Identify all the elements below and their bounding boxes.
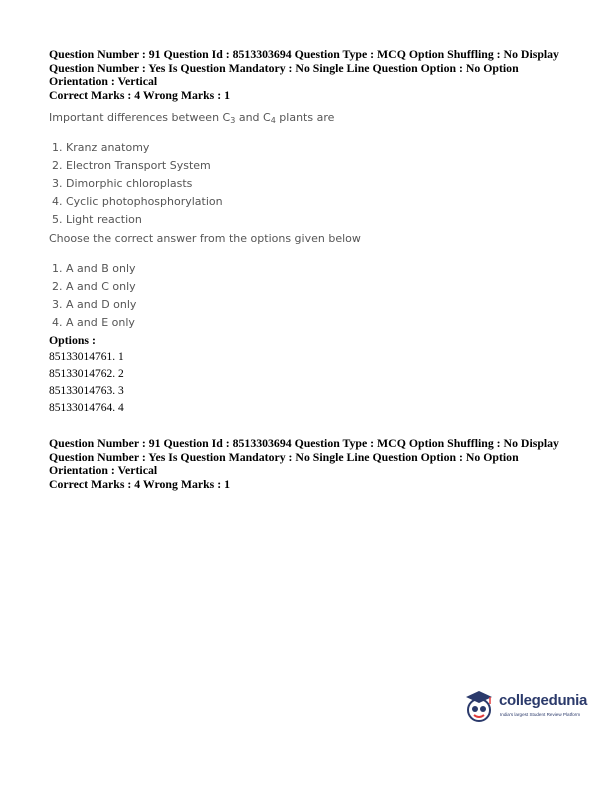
marks-line: Correct Marks : 4 Wrong Marks : 1 (49, 87, 230, 102)
options-heading: Options : (49, 333, 96, 347)
logo-tagline: India's largest Student Review Platform (500, 712, 581, 717)
meta-line: Orientation : Vertical (49, 74, 158, 89)
list-item: 3. Dimorphic chloroplasts (52, 177, 193, 190)
list-item: 4. Cyclic photophosphorylation (52, 195, 223, 208)
marks-line: Correct Marks : 4 Wrong Marks : 1 (49, 476, 230, 491)
meta-line: Question Number : 91 Question Id : 8513303694 Question Type : MCQ Option Shuffling : No Display (49, 436, 559, 450)
list-item: 2. Electron Transport System (52, 159, 211, 172)
question-stem: Important differences between $C_3$ and $C_4$ plants are (49, 111, 335, 125)
meta-line: Orientation : Vertical (49, 463, 158, 478)
question-header-1 (49, 48, 589, 102)
graduation-cap-icon (462, 688, 498, 724)
meta-line: Question Number : Yes Is Question Mandatory : No Single Line Question Option : No Option (49, 60, 519, 75)
option-line: 85133014762. 2 (49, 368, 124, 380)
meta-line: Question Number : Yes Is Question Mandatory : No Single Line Question Option : No Option (49, 449, 519, 464)
choice-item: 2. A and C only (52, 280, 136, 293)
instruction-text: Choose the correct answer from the options given below (49, 232, 361, 245)
choice-item: 3. A and D only (52, 298, 137, 311)
option-line: 85133014763. 3 (49, 385, 124, 397)
collegedunia-logo (462, 686, 602, 730)
list-item: 5. Light reaction (52, 213, 142, 226)
list-item: 1. Kranz anatomy (52, 141, 150, 154)
choice-item: 1. A and B only (52, 262, 136, 275)
choice-item: 4. A and E only (52, 316, 135, 329)
meta-line: Question Number : 91 Question Id : 8513303694 Question Type : MCQ Option Shuffling : No Display (49, 47, 559, 61)
logo-wordmark: collegedunia (499, 692, 588, 709)
option-line: 85133014764. 4 (49, 402, 124, 414)
option-line: 85133014761. 1 (49, 351, 124, 363)
question-header-2 (49, 437, 589, 491)
